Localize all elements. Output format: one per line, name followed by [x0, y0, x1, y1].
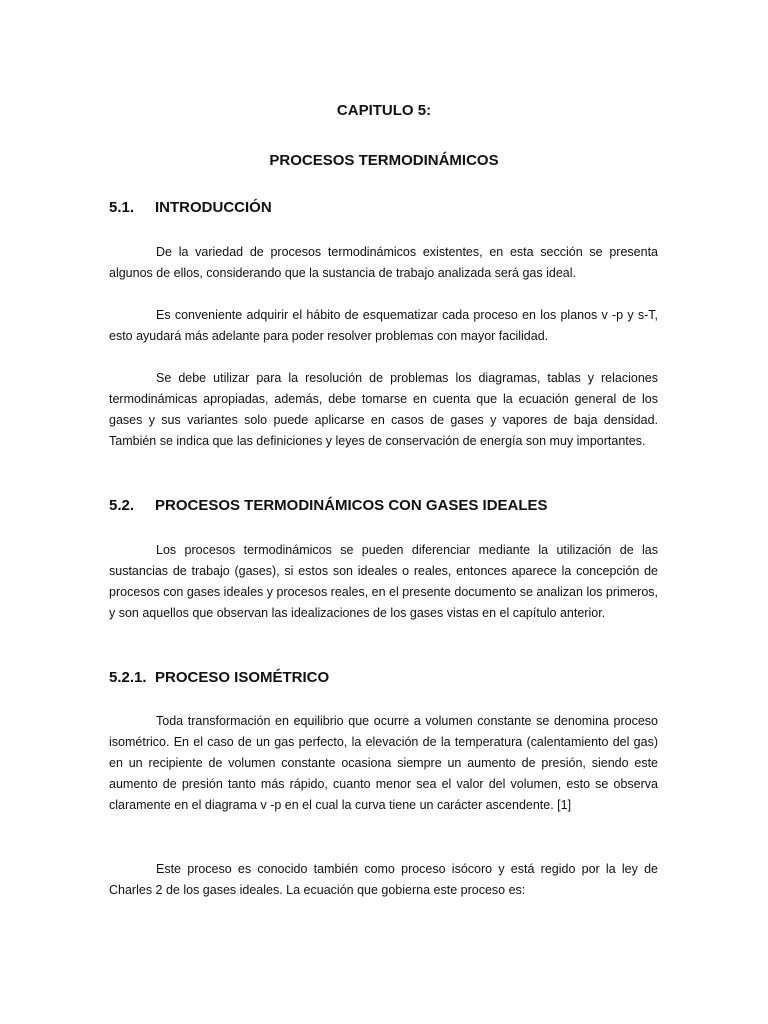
- section-heading-proceso-isometrico: [109, 669, 329, 687]
- paragraph-gases-ideales-1: Los procesos termodinámicos se pueden diferenciar mediante la utilización de las sustancias de trabajo (gases), si estos son ideales o reales, entonces aparece la concepción de procesos con gases ideales y procesos reales, en el presente documento se analizan los primeros, y son aquellos que observan las idealizaciones de los gases vistas en el capítulo anterior.: [109, 543, 658, 620]
- section-title: INTRODUCCIÓN: [155, 199, 272, 216]
- section-heading-introduccion: [109, 199, 272, 217]
- section-number: 5.1.: [109, 199, 135, 216]
- paragraph-isometrico-1: Toda transformación en equilibrio que ocurre a volumen constante se denomina proceso isométrico. En el caso de un gas perfecto, la elevación de la temperatura (calentamiento del gas) en un recipiente de volumen constante ocasiona siempre un aumento de presión, siendo este aumento de presión tanto más rápido, cuanto menor sea el valor del volumen, esto se observa claramente en el diagrama v -p en el cual la curva tiene un carácter ascendente. [1]: [109, 714, 658, 812]
- chapter-title: CAPITULO 5:: [336, 102, 432, 119]
- section-number: 5.2.1.: [109, 669, 147, 686]
- section-title: PROCESO ISOMÉTRICO: [155, 669, 330, 686]
- section-number: 5.2.: [109, 497, 135, 514]
- paragraph-intro-2: Es conveniente adquirir el hábito de esquematizar cada proceso en los planos v -p y s-T, esto ayudará más adelante para poder resolver problemas con mayor facilidad.: [109, 308, 658, 343]
- paragraph-intro-3: Se debe utilizar para la resolución de problemas los diagramas, tablas y relaciones termodinámicas apropiadas, además, debe tomarse en cuenta que la ecuación general de los gases y sus variantes solo puede aplicarse en casos de gases y vapores de baja densidad. También se indica que las definiciones y leyes de conservación de energía son muy importantes.: [109, 371, 658, 448]
- paragraph-intro-1: De la variedad de procesos termodinámicos existentes, en esta sección se presenta algunos de ellos, considerando que la sustancia de trabajo analizada será gas ideal.: [109, 245, 658, 280]
- section-title: PROCESOS TERMODINÁMICOS CON GASES IDEALES: [155, 497, 548, 514]
- page-title: PROCESOS TERMODINÁMICOS: [269, 152, 499, 169]
- paragraph-isometrico-2: Este proceso es conocido también como proceso isócoro y está regido por la ley de Charles 2 de los gases ideales. La ecuación que gobierna este proceso es:: [109, 862, 658, 897]
- section-heading-gases-ideales: [109, 497, 548, 515]
